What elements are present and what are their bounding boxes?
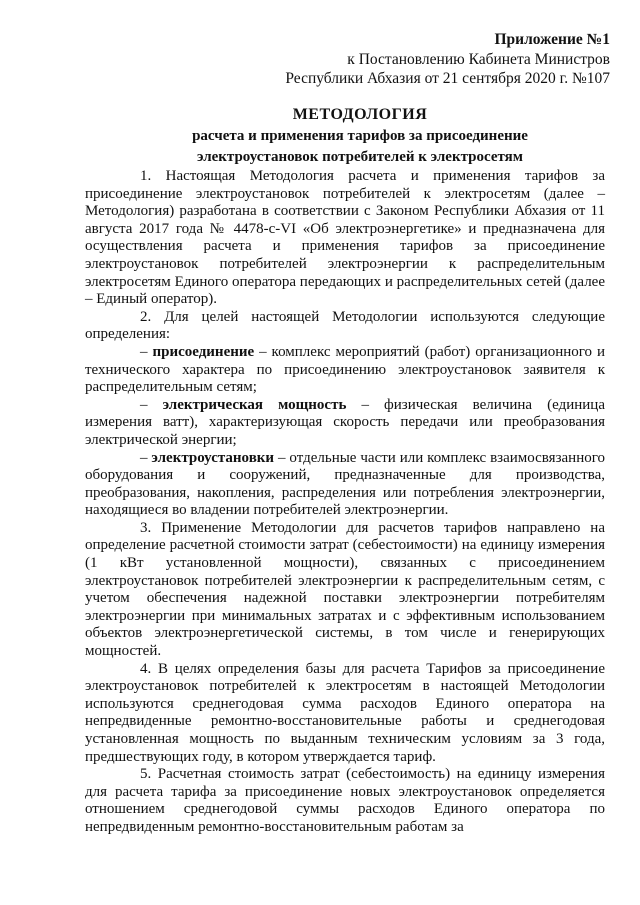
title-heading: МЕТОДОЛОГИЯ [292,106,428,123]
definition-electric-power [85,397,605,450]
annex-line-1: к Постановлению Кабинета Министров [347,50,610,68]
definition-text: – комплекс мероприятий (работ) организационного и технического характера по присоединению электроустановок заявителя к распределительным сетям; [85,343,605,396]
annex-line-2: Республики Абхазия от 21 сентября 2020 г. №107 [285,70,610,87]
annex-header [285,30,610,89]
title-subtitle-1: расчета и применения тарифов за присоединение [192,128,528,144]
paragraph-2: 2. Для целей настоящей Методологии используются следующие определения: [85,308,605,343]
paragraph-1: 1. Настоящая Методология расчета и применения тарифов за присоединение электроустановок потребителей к электросетям (далее – Методология) разработана в соответствии с Законом Республики Абхазия от 11 августа 2017 года № 4478-с-VI «Об электроэнергетике» и предназначена для осуществления расчета и применения тарифов за присоединение электроустановок потребителей электроэнергии к распределительным электросетям Единого оператора передающих и распределительных сетей (далее – Единый оператор). [85,168,605,308]
annex-number: Приложение №1 [494,31,610,48]
definition-term: электроустановки [151,449,275,466]
paragraph-5: 5. Расчетная стоимость затрат (себестоимость) на единицу измерения для расчета тарифа за присоединение новых электроустановок определяется отношением среднегодовой суммы расходов Единого оператора по непредвиденным ремонтно-восстановительным работам за [85,766,605,835]
definition-installations [85,450,605,520]
definition-connection [85,344,605,397]
definition-text: – физическая величина (единица измерения ватт), характеризующая скорость передачи или преобразования электрической энергии; [85,396,605,448]
document-body [85,168,605,837]
definition-text: – отдельные части или комплекс взаимосвязанного оборудования и сооружений, предназначенные для производства, преобразования, накопления, распределения или потребления электроэнергии, находящиеся во владении потребителей электроэнергии. [85,449,605,519]
definition-term: присоединение [152,343,255,360]
definition-dash: – [140,343,153,360]
document-title [100,105,620,167]
paragraph-4: 4. В целях определения базы для расчета Тарифов за присоединение электроустановок потребителей к электросетям в настоящей Методологии используются среднегодовая сумма расходов Единого оператора на непредвиденные ремонтно-восстановительные работы и среднегодовая установленная мощность по выданным техническим условиям за 3 года, предшествующих году, в котором утверждается тариф. [85,660,605,765]
definition-term: электрическая мощность [162,396,347,413]
definition-dash: – [140,396,163,413]
definition-dash: – [140,449,152,466]
title-subtitle-2: электроустановок потребителей к электросетям [196,149,523,165]
paragraph-3: 3. Применение Методологии для расчетов тарифов направлено на определение расчетной стоимости затрат (себестоимости) на единицу измерения (1 кВт установленной мощности), связанных с присоединением электроустановок потребителей электроэнергии к распределительным сетям, с учетом обеспечения надежной поставки электроэнергии потребителям электроэнергии при минимальных затратах и с эффективным использованием объектов электроэнергетической системы, в том числе и генерирующих мощностей. [85,519,605,660]
